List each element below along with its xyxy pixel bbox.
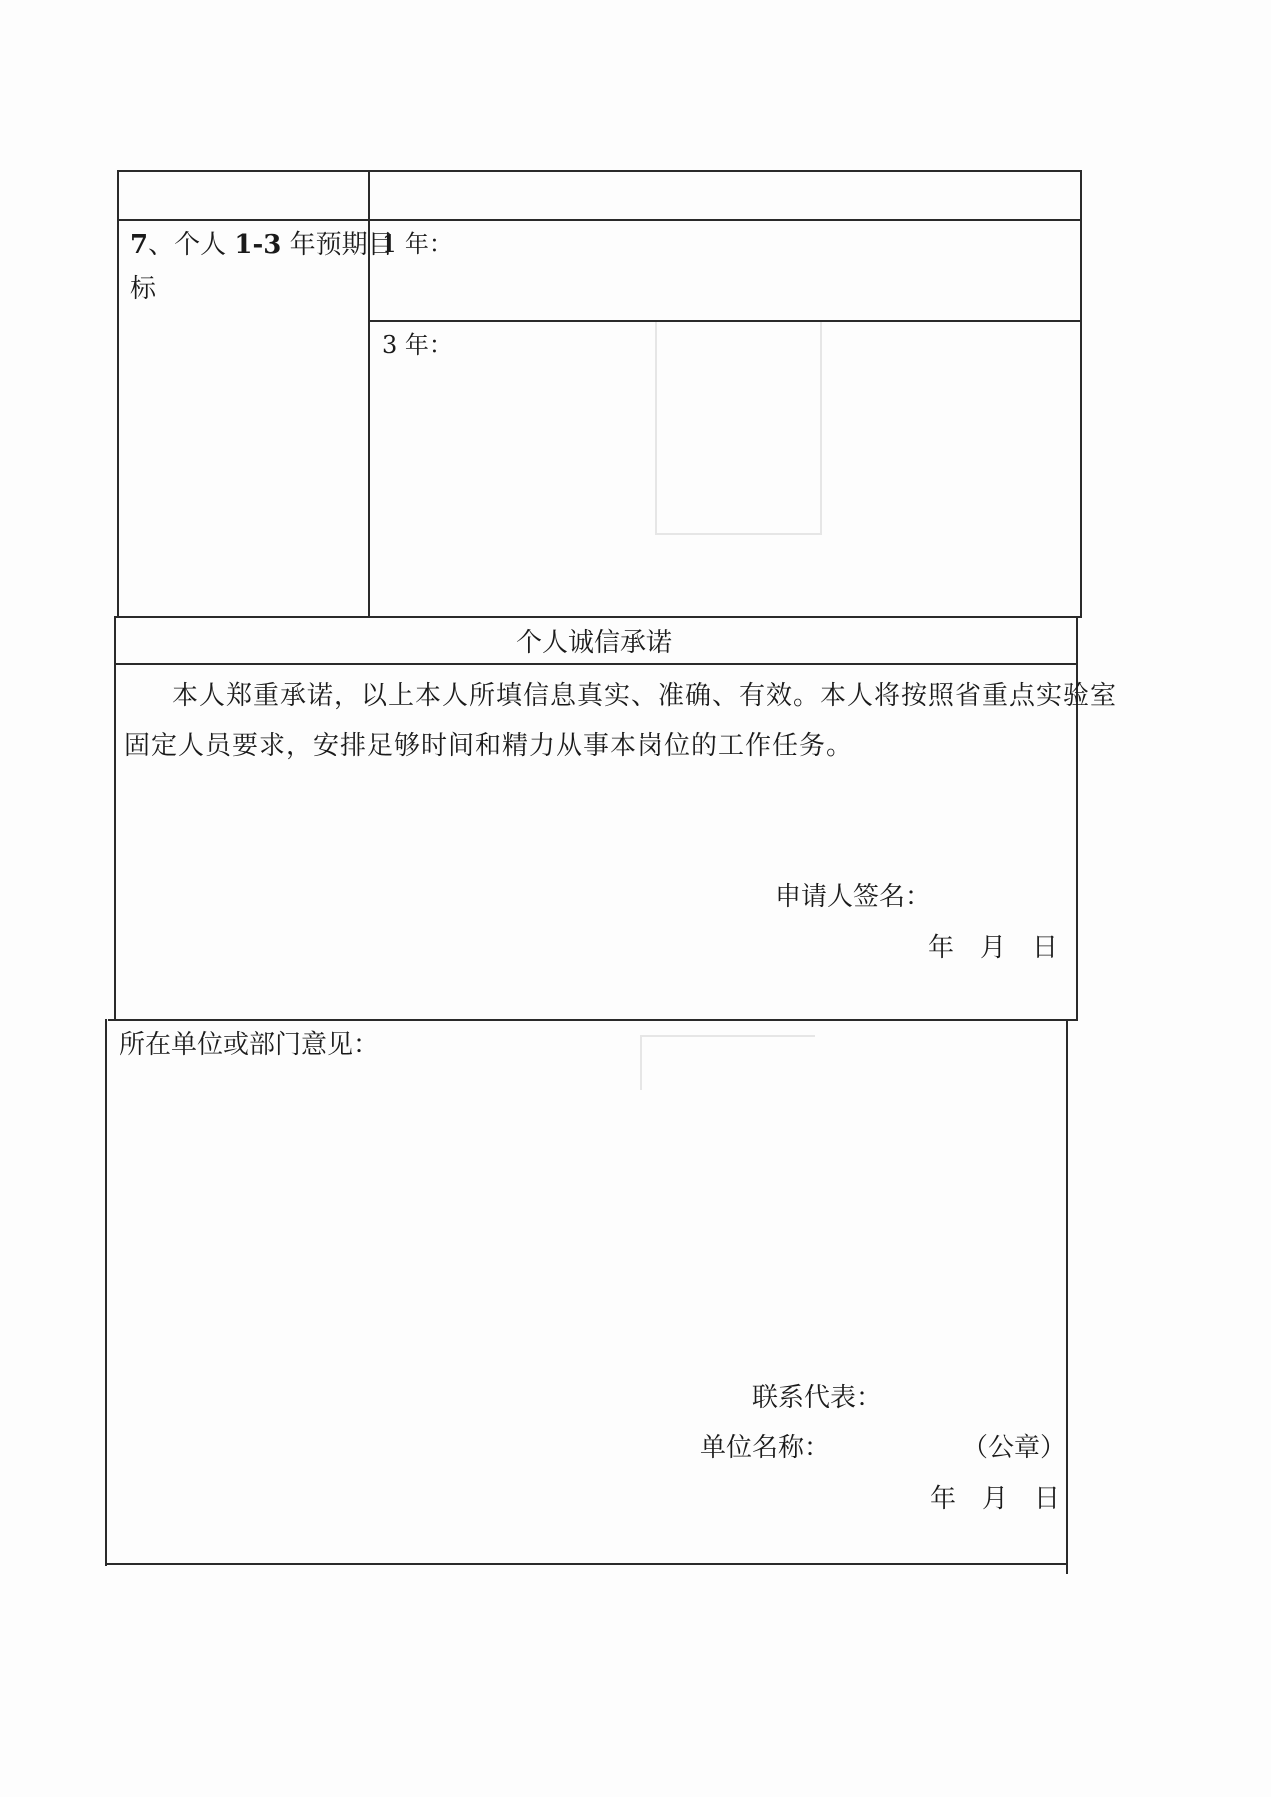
department-date: 年 月 日: [930, 1484, 1061, 1514]
row-divider: [117, 219, 1082, 221]
section-right-border: [1076, 616, 1078, 1021]
table-bottom-border: [105, 1563, 1067, 1565]
row-divider: [368, 320, 1082, 322]
applicant-date: 年 月 日: [928, 933, 1059, 963]
row-divider: [114, 663, 1077, 665]
year1-label: 1 年：: [382, 230, 453, 258]
contact-representative-label: 联系代表：: [752, 1383, 883, 1413]
applicant-signature-label: 申请人签名：: [775, 882, 932, 912]
section-left-border: [105, 1019, 107, 1566]
scan-artifact: [640, 1035, 815, 1037]
section-left-border: [114, 616, 116, 1021]
year3-label: 3 年：: [382, 331, 453, 359]
scan-artifact: [640, 1035, 642, 1090]
scan-artifact: [655, 320, 657, 535]
integrity-text-line2: 固定人员要求，安排足够时间和精力从事本岗位的工作任务。: [124, 731, 854, 761]
unit-name-label: 单位名称：: [700, 1433, 831, 1463]
table-top-border: [117, 170, 1082, 172]
section-right-border: [1066, 1019, 1068, 1574]
goals-label: [130, 232, 394, 258]
integrity-title: 个人诚信承诺: [516, 628, 673, 658]
department-opinion-label: 所在单位或部门意见：: [119, 1030, 380, 1060]
row-divider: [115, 616, 1082, 618]
scan-artifact: [820, 320, 822, 535]
table-left-border: [117, 170, 119, 617]
goals-label-line2: 标: [130, 274, 157, 304]
scan-artifact: [655, 533, 820, 535]
goals-label-text-end: 年预期目: [281, 230, 394, 260]
row-divider: [108, 1019, 1076, 1021]
integrity-text-line1: 本人郑重承诺，以上本人所填信息真实、准确、有效。本人将按照省重点实验室: [172, 681, 1118, 711]
goals-label-years: 1-3: [234, 230, 282, 260]
goals-label-text: 、个人: [148, 230, 235, 260]
goals-label-number: 7: [130, 230, 149, 260]
official-seal-label: （公章）: [962, 1433, 1067, 1463]
table-right-border: [1080, 170, 1082, 617]
